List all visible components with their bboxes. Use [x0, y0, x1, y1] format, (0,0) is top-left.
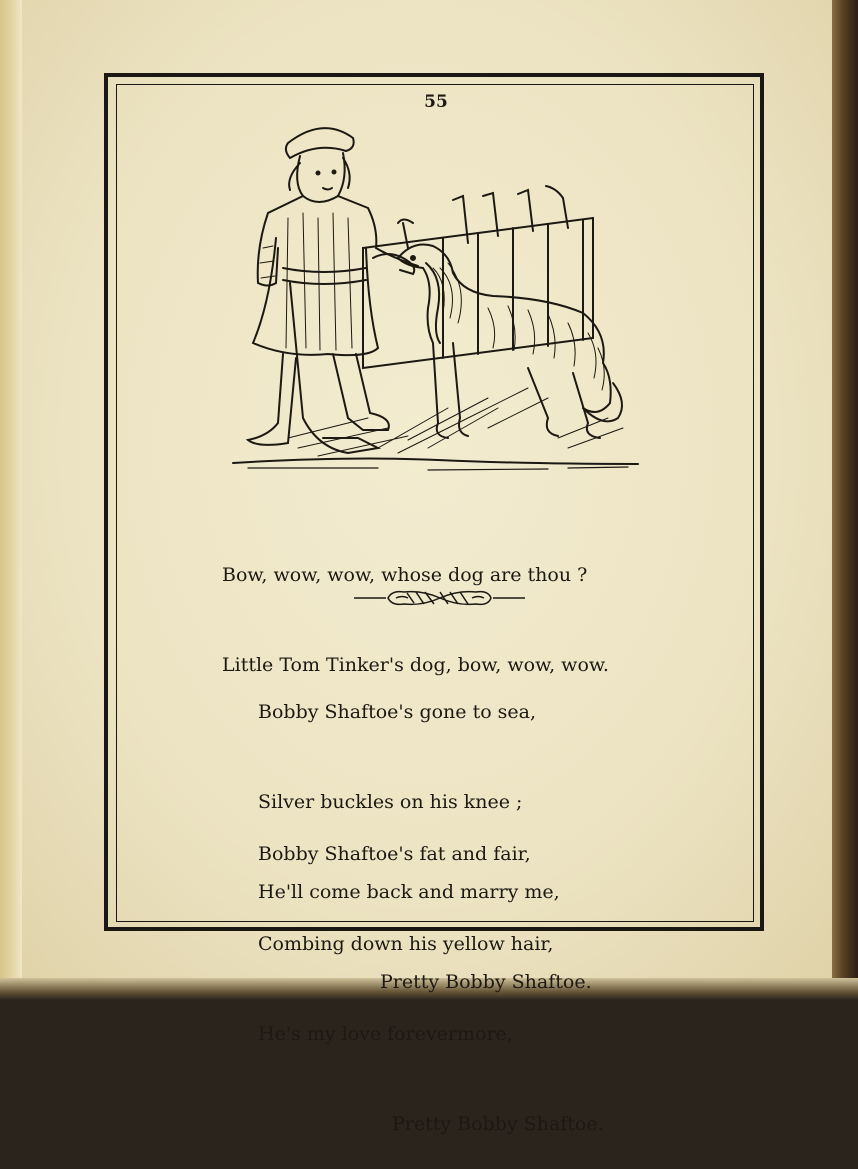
verse-line: He's my love forevermore,: [258, 1023, 513, 1045]
page-gutter: [0, 0, 22, 985]
verse-line: Combing down his yellow hair,: [258, 933, 554, 955]
verse-bobby-shaftoe-2: [258, 779, 604, 1169]
verse-line: Little Tom Tinker's dog, bow, wow, wow.: [222, 654, 609, 676]
verse-refrain: Pretty Bobby Shaftoe.: [380, 971, 592, 993]
verse-line: He'll come back and marry me,: [258, 881, 560, 903]
verse-line: Bobby Shaftoe's fat and fair,: [258, 843, 531, 865]
page-fore-edge: [832, 0, 858, 1000]
ornament-divider-icon: [352, 586, 527, 614]
page-number: 55: [424, 92, 448, 112]
verse-line: Bobby Shaftoe's gone to sea,: [258, 701, 537, 723]
verse-line: Bow, wow, wow, whose dog are thou ?: [222, 564, 588, 586]
verse-refrain: Pretty Bobby Shaftoe.: [392, 1113, 604, 1135]
verse-line: Silver buckles on his knee ;: [258, 791, 523, 813]
boy-and-dog-icon: [228, 118, 648, 478]
boy-and-dog-illustration: [228, 118, 648, 482]
